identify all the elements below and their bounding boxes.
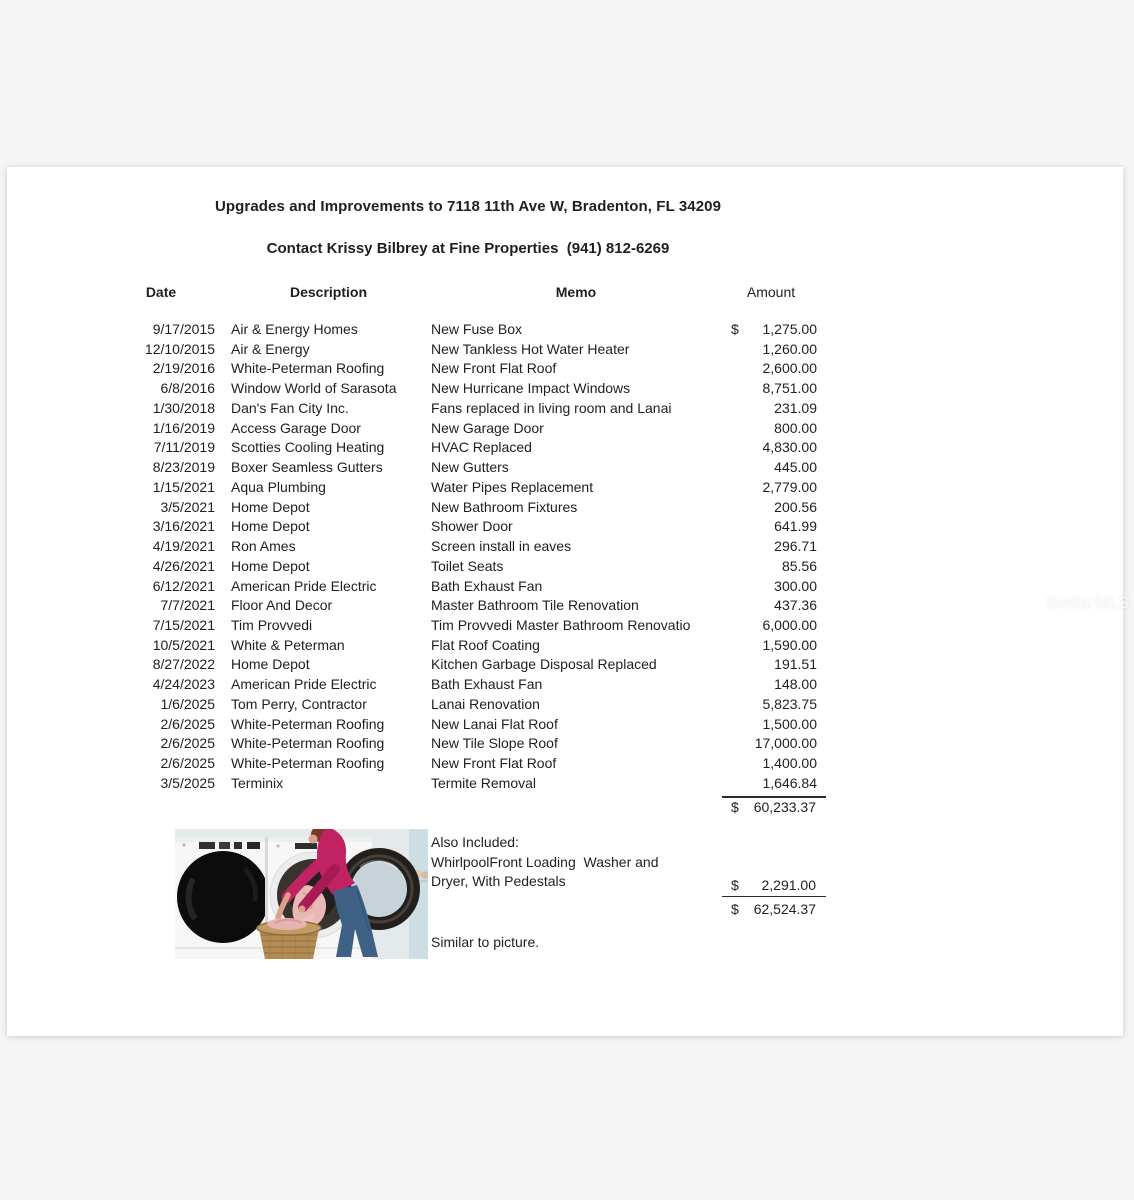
date-cell: 7/11/2019 (153, 439, 215, 456)
description-cell: White-Peterman Roofing (231, 715, 385, 732)
currency-cell (731, 675, 743, 695)
date-cell: 10/5/2021 (152, 636, 215, 653)
amount-cell: 85.56 (781, 557, 817, 574)
description-cell: Ron Ames (231, 538, 296, 555)
currency-cell (731, 557, 743, 577)
currency-cell (731, 419, 743, 439)
currency-cell (731, 537, 743, 557)
amount-cell: 437.36 (774, 597, 817, 614)
amount-cell: 231.09 (774, 399, 817, 416)
currency-cell (731, 636, 743, 656)
memo-cell: Shower Door (431, 518, 513, 535)
description-cell: Dan's Fan City Inc. (231, 399, 349, 416)
date-cell: 1/15/2021 (152, 478, 215, 495)
grand-total-row (722, 900, 826, 920)
currency-cell (731, 734, 743, 754)
table-row (7, 715, 1123, 735)
currency-cell (731, 379, 743, 399)
memo-cell: Tim Provvedi Master Bathroom Renovatio (431, 617, 691, 634)
memo-cell: Termite Removal (431, 774, 537, 791)
amount-cell: 17,000.00 (754, 735, 817, 752)
currency-cell (731, 577, 743, 597)
date-cell: 2/6/2025 (160, 755, 215, 772)
washer-dryer-illustration (175, 829, 428, 959)
included-currency: $ (731, 877, 739, 893)
date-cell: 8/27/2022 (152, 656, 215, 673)
document-page (7, 167, 1123, 1036)
also-included-line1: WhirlpoolFront Loading Washer and (431, 853, 659, 870)
table-row (7, 438, 1123, 458)
description-cell: Tim Provvedi (231, 617, 313, 634)
table-row (7, 517, 1123, 537)
description-cell: Scotties Cooling Heating (231, 439, 385, 456)
description-cell: Terminix (231, 774, 284, 791)
memo-cell: Screen install in eaves (431, 538, 572, 555)
date-cell: 6/12/2021 (152, 577, 215, 594)
currency-cell (731, 616, 743, 636)
similar-note: Similar to picture. (431, 934, 540, 950)
table-row (7, 675, 1123, 695)
table-row (7, 734, 1123, 754)
table-row (7, 359, 1123, 379)
column-header-amount: Amount (746, 284, 796, 300)
table-row (7, 754, 1123, 774)
column-header-description: Description (289, 284, 367, 300)
currency-cell (731, 399, 743, 419)
date-cell: 3/5/2025 (160, 774, 215, 791)
total-currency: $ (731, 901, 739, 917)
currency-cell (731, 754, 743, 774)
amount-cell: 191.51 (774, 656, 817, 673)
memo-cell: Kitchen Garbage Disposal Replaced (431, 656, 657, 673)
amount-cell: 2,600.00 (762, 360, 817, 377)
currency-cell (731, 715, 743, 735)
memo-cell: Lanai Renovation (431, 695, 540, 712)
also-included-block (431, 833, 659, 892)
amount-cell: 1,400.00 (762, 755, 817, 772)
also-included-line2: Dryer, With Pedestals (431, 873, 566, 890)
date-cell: 2/6/2025 (160, 735, 215, 752)
amount-cell: 296.71 (774, 538, 817, 555)
table-row (7, 478, 1123, 498)
date-cell: 9/17/2015 (152, 321, 215, 337)
amount-cell: 1,646.84 (762, 774, 817, 791)
date-cell: 1/30/2018 (152, 399, 215, 416)
amount-cell: 6,000.00 (762, 617, 817, 634)
also-included-amount-row (722, 876, 826, 897)
amount-cell: 300.00 (774, 577, 817, 594)
description-cell: White-Peterman Roofing (231, 735, 385, 752)
amount-cell: 5,823.75 (762, 695, 817, 712)
date-cell: 3/16/2021 (152, 518, 215, 535)
currency-cell (731, 359, 743, 379)
table-row (7, 577, 1123, 597)
amount-cell: 1,275.00 (762, 321, 817, 337)
amount-cell: 200.56 (774, 498, 817, 515)
currency-cell (731, 774, 743, 794)
memo-cell: New Garage Door (431, 419, 544, 436)
date-cell: 12/10/2015 (144, 340, 215, 357)
amount-cell: 1,500.00 (762, 715, 817, 732)
table-row (7, 655, 1123, 675)
description-cell: American Pride Electric (231, 577, 377, 594)
table-row (7, 695, 1123, 715)
date-cell: 1/16/2019 (152, 419, 215, 436)
table-row (7, 419, 1123, 439)
amount-cell: 8,751.00 (762, 380, 817, 397)
page-title: Upgrades and Improvements to 7118 11th Ave W, Bradenton, FL 34209 (214, 198, 722, 215)
description-cell: Floor And Decor (231, 597, 333, 614)
description-cell: Home Depot (231, 498, 310, 515)
amount-cell: 1,590.00 (762, 636, 817, 653)
currency-cell (731, 498, 743, 518)
description-cell: Home Depot (231, 518, 310, 535)
description-cell: Air & Energy Homes (231, 321, 358, 337)
memo-cell: New Tankless Hot Water Heater (431, 340, 630, 357)
memo-cell: Fans replaced in living room and Lanai (431, 399, 672, 416)
table-row (7, 774, 1123, 794)
date-cell: 3/5/2021 (160, 498, 215, 515)
table-row (7, 557, 1123, 577)
description-cell: Home Depot (231, 656, 310, 673)
memo-cell: New Front Flat Roof (431, 360, 557, 377)
memo-cell: New Front Flat Roof (431, 755, 557, 772)
table-row (7, 537, 1123, 557)
expense-rows (7, 320, 1123, 794)
description-cell: Window World of Sarasota (231, 380, 397, 397)
amount-cell: 1,260.00 (762, 340, 817, 357)
also-included-heading: Also Included: (431, 834, 519, 850)
memo-cell: New Gutters (431, 459, 509, 476)
table-row (7, 596, 1123, 616)
date-cell: 8/23/2019 (152, 459, 215, 476)
subtotal-value: 60,233.37 (753, 799, 816, 815)
date-cell: 2/19/2016 (152, 360, 215, 377)
table-row (7, 458, 1123, 478)
table-row (7, 498, 1123, 518)
description-cell: Boxer Seamless Gutters (231, 459, 383, 476)
amount-cell: 800.00 (774, 419, 817, 436)
description-cell: White-Peterman Roofing (231, 360, 385, 377)
memo-cell: Water Pipes Replacement (431, 478, 594, 495)
memo-cell: New Hurricane Impact Windows (431, 380, 631, 397)
table-row (7, 399, 1123, 419)
date-cell: 7/15/2021 (152, 617, 215, 634)
date-cell: 2/6/2025 (160, 715, 215, 732)
amount-cell: 148.00 (774, 676, 817, 693)
subtotal-currency: $ (731, 799, 739, 815)
subtotal-row (722, 798, 826, 818)
table-row (7, 320, 1123, 340)
currency-cell (731, 340, 743, 360)
column-header-memo: Memo (555, 284, 597, 300)
date-cell: 4/24/2023 (152, 676, 215, 693)
currency-cell (731, 655, 743, 675)
memo-cell: Flat Roof Coating (431, 636, 540, 653)
washer-dryer-photo (175, 829, 428, 959)
description-cell: Tom Perry, Contractor (231, 695, 367, 712)
date-cell: 1/6/2025 (160, 695, 215, 712)
date-cell: 7/7/2021 (160, 597, 215, 614)
memo-cell: New Lanai Flat Roof (431, 715, 558, 732)
table-row (7, 636, 1123, 656)
currency-cell (731, 438, 743, 458)
memo-cell: Toilet Seats (431, 557, 504, 574)
total-value: 62,524.37 (753, 901, 816, 917)
description-cell: White-Peterman Roofing (231, 755, 385, 772)
amount-cell: 445.00 (774, 459, 817, 476)
memo-cell: New Tile Slope Roof (431, 735, 558, 752)
included-value: 2,291.00 (761, 877, 816, 893)
currency-cell (731, 458, 743, 478)
memo-cell: New Bathroom Fixtures (431, 498, 578, 515)
date-cell: 4/19/2021 (152, 538, 215, 555)
description-cell: American Pride Electric (231, 676, 377, 693)
description-cell: Access Garage Door (231, 419, 361, 436)
description-cell: Aqua Plumbing (231, 478, 326, 495)
table-row (7, 379, 1123, 399)
memo-cell: HVAC Replaced (431, 439, 532, 456)
description-cell: Air & Energy (231, 340, 310, 357)
currency-cell (731, 695, 743, 715)
memo-cell: Master Bathroom Tile Renovation (431, 597, 639, 614)
column-header-date: Date (145, 284, 177, 300)
amount-cell: 2,779.00 (762, 478, 817, 495)
currency-cell (731, 478, 743, 498)
contact-line: Contact Krissy Bilbrey at Fine Properties (941) 812-6269 (266, 240, 670, 257)
currency-cell (731, 596, 743, 616)
memo-cell: Bath Exhaust Fan (431, 577, 543, 594)
table-row (7, 616, 1123, 636)
stellar-mls-watermark: StellarMLS (1046, 594, 1130, 612)
date-cell: 6/8/2016 (160, 380, 215, 397)
table-row (7, 340, 1123, 360)
description-cell: White & Peterman (231, 636, 345, 653)
description-cell: Home Depot (231, 557, 310, 574)
memo-cell: Bath Exhaust Fan (431, 676, 543, 693)
amount-cell: 641.99 (774, 518, 817, 535)
amount-cell: 4,830.00 (762, 439, 817, 456)
date-cell: 4/26/2021 (152, 557, 215, 574)
currency-cell (731, 517, 743, 537)
memo-cell: New Fuse Box (431, 321, 523, 337)
currency-cell: $ (731, 321, 739, 337)
